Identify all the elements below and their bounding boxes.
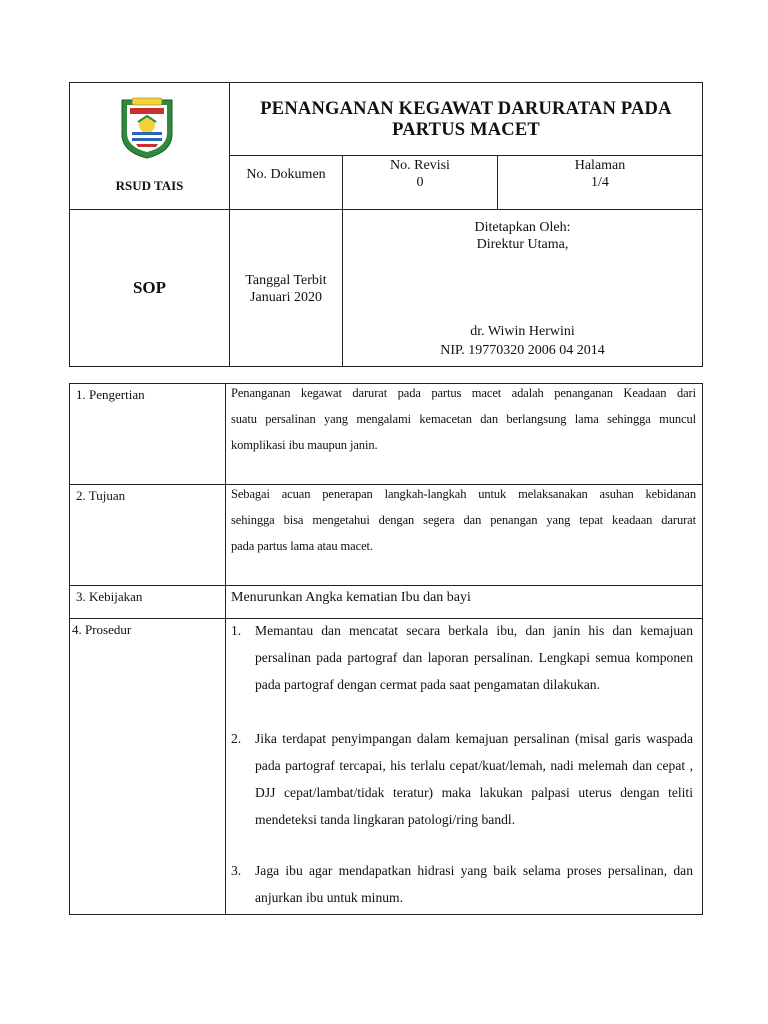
halaman-label: Halaman — [574, 158, 626, 173]
tanggal-terbit-label: Tanggal Terbit — [245, 273, 327, 288]
section-label-pengertian: 1. Pengertian — [76, 387, 145, 402]
ditetapkan-role: Direktur Utama, — [476, 237, 569, 252]
signer-nip: NIP. 19770320 2006 04 2014 — [440, 343, 605, 358]
no-revisi-value: 0 — [416, 175, 424, 190]
section-body-pengertian — [231, 380, 696, 458]
section-body-kebijakan: Menurunkan Angka kematian Ibu dan bayi — [231, 590, 471, 605]
procedure-step-number: 1. — [231, 623, 242, 638]
tanggal-terbit-value: Januari 2020 — [250, 290, 322, 305]
tujuan-line: Sebagai acuan penerapan langkah-langkah untuk melaksanakan asuhan kebidanan — [231, 487, 696, 501]
procedure-step — [231, 617, 693, 725]
halaman-value: 1/4 — [591, 175, 609, 190]
pengertian-line: suatu persalinan yang mengalami kemacetan dan berlangsung lama sehingga muncul — [231, 412, 696, 426]
section-label-prosedur: 4. Prosedur — [72, 622, 132, 637]
section-label-tujuan: 2. Tujuan — [76, 488, 126, 503]
signer-name: dr. Wiwin Herwini — [470, 324, 575, 339]
procedure-step-text: Jika terdapat penyimpangan dalam kemajuan persalinan (misal garis waspada pada partograf tercapai, his terlalu cepat/kuat/lemah, nadi melemah dan cepat , DJJ cepat/lambat/tidak teratur) maka lakukan palpasi uterus dengan teliti mendeteksi tanda lingkaran patologi/ring bandl. — [255, 731, 693, 827]
procedure-step — [231, 725, 693, 860]
no-revisi-label: No. Revisi — [390, 158, 450, 173]
hospital-name: RSUD TAIS — [115, 178, 184, 193]
section-body-tujuan — [231, 481, 696, 559]
procedure-step-text: Memantau dan mencatat secara berkala ibu, dan janin his dan kemajuan persalinan pada partograf dan laporan persalinan. Lengkapi semua komponen pada partograf dengan cermat pada saat pengamatan dilakukan. — [255, 623, 693, 692]
procedure-step-number: 2. — [231, 731, 242, 746]
tujuan-line: pada partus lama atau macet. — [231, 539, 373, 553]
procedure-step — [231, 857, 693, 911]
section-body-prosedur — [231, 617, 693, 913]
hospital-logo — [118, 94, 176, 160]
sop-label: SOP — [132, 278, 167, 297]
procedure-step-number: 3. — [231, 863, 242, 878]
document-title-line2: PARTUS MACET — [392, 120, 540, 140]
ditetapkan-label: Ditetapkan Oleh: — [474, 220, 571, 235]
procedure-step-text: Jaga ibu agar mendapatkan hidrasi yang baik selama proses persalinan, dan anjurkan ibu untuk minum. — [255, 863, 693, 905]
tujuan-line: sehingga bisa mengetahui dengan segera dan penangan yang tepat keadaan darurat — [231, 513, 696, 527]
no-dokumen-label: No. Dokumen — [246, 167, 326, 182]
pengertian-line: komplikasi ibu maupun janin. — [231, 438, 378, 452]
document-title-line1: PENANGANAN KEGAWAT DARURATAN PADA — [260, 99, 672, 119]
section-label-kebijakan: 3. Kebijakan — [76, 589, 143, 604]
pengertian-line: Penanganan kegawat darurat pada partus macet adalah penanganan Keadaan dari — [231, 386, 696, 400]
